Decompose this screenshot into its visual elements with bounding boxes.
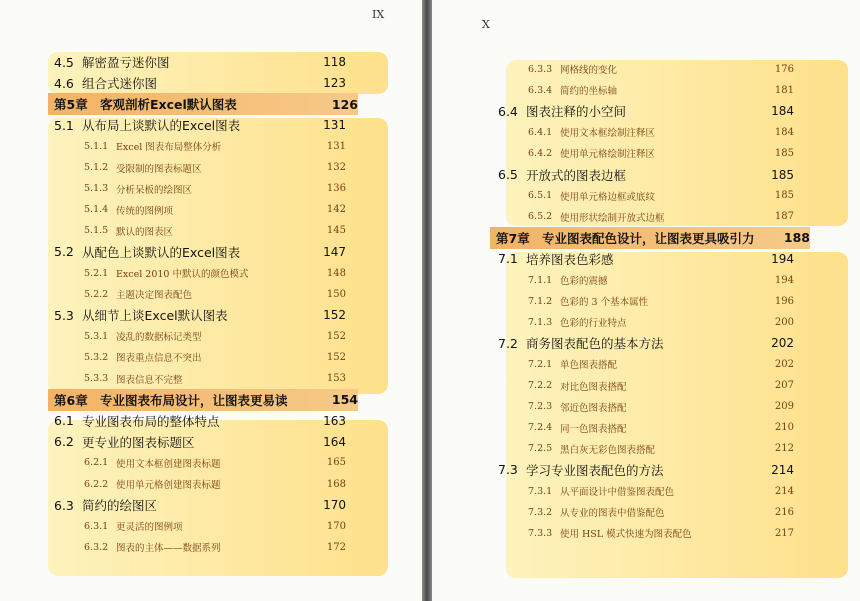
- entry-title: 组合式迷你图: [82, 76, 158, 92]
- entry-title: 图表信息不完整: [116, 374, 183, 386]
- chapter-entry: [48, 389, 358, 411]
- entry-number: 6.2.2: [84, 478, 109, 490]
- entry-page-number: 150: [326, 288, 346, 300]
- entry-number: 7.3: [498, 462, 518, 478]
- section-entry: [498, 461, 794, 479]
- subsection-entry: [528, 398, 794, 416]
- entry-title: 使用 HSL 模式快速为图表配色: [560, 529, 692, 541]
- entry-number: 5.1.5: [84, 225, 109, 237]
- entry-number: 6.3.3: [528, 63, 553, 75]
- entry-page-number: 152: [326, 330, 346, 342]
- entry-title: 使用文本框绘制注释区: [560, 128, 656, 140]
- subsection-entry: [528, 440, 794, 458]
- entry-title: 从专业的图表中借鉴配色: [560, 508, 665, 520]
- entry-number: 7.2.3: [528, 401, 553, 413]
- subsection-entry: [528, 81, 794, 99]
- entry-title: 图表重点信息不突出: [116, 353, 202, 365]
- entry-page-number: 185: [771, 167, 794, 182]
- entry-page-number: 163: [323, 413, 346, 428]
- page-number: IX: [372, 8, 385, 21]
- entry-title: 单色图表搭配: [560, 360, 618, 372]
- entry-title: 培养图表色彩感: [526, 251, 614, 267]
- entry-title: 凌乱的数据标记类型: [116, 332, 202, 344]
- entry-number: 第7章: [496, 230, 530, 246]
- entry-page-number: 202: [771, 336, 794, 351]
- entry-page-number: 207: [774, 380, 794, 391]
- entry-title: 学习专业图表配色的方法: [526, 462, 664, 478]
- entry-page-number: 172: [326, 541, 346, 553]
- entry-title: Excel 2010 中默认的颜色模式: [116, 269, 249, 280]
- entry-number: 5.1: [54, 117, 74, 133]
- entry-title: 分析呆板的绘图区: [116, 184, 193, 196]
- entry-page-number: 123: [323, 76, 346, 91]
- section-entry: [54, 412, 346, 430]
- subsection-entry: [528, 292, 794, 310]
- subsection-entry: [528, 355, 794, 373]
- entry-title: 更灵活的图例项: [116, 522, 183, 534]
- entry-title: 从平面设计中借鉴图表配色: [560, 487, 675, 498]
- subsection-entry: [84, 159, 346, 177]
- entry-title: 使用形状绘制开放式边框: [560, 212, 665, 224]
- entry-number: 第5章: [54, 97, 88, 113]
- subsection-entry: [84, 137, 346, 155]
- entry-page-number: 176: [774, 63, 794, 75]
- section-entry: [54, 243, 346, 261]
- entry-page-number: 209: [774, 401, 794, 413]
- entry-number: 5.1.3: [84, 183, 109, 195]
- entry-page-number: 132: [326, 162, 346, 173]
- entry-page-number: 217: [774, 527, 794, 539]
- section-entry: [498, 166, 794, 184]
- subsection-entry: [528, 208, 794, 226]
- subsection-entry: [528, 482, 794, 500]
- entry-title: 使用单元格创建图表标题: [116, 480, 221, 491]
- entry-title: 对比色图表搭配: [560, 381, 627, 393]
- subsection-entry: [528, 187, 794, 205]
- entry-page-number: 152: [323, 308, 346, 323]
- chapter-entry: [490, 227, 810, 249]
- entry-number: 6.4.2: [528, 147, 553, 159]
- subsection-entry: [528, 503, 794, 521]
- section-entry: [54, 116, 346, 134]
- entry-title: 邻近色图表搭配: [560, 402, 627, 414]
- entry-number: 4.5: [54, 54, 74, 70]
- subsection-entry: [84, 538, 346, 556]
- entry-title: 图表注释的小空间: [526, 104, 627, 120]
- entry-page-number: 164: [323, 434, 346, 449]
- subsection-entry: [528, 144, 794, 162]
- entry-number: 6.3.1: [84, 520, 109, 532]
- entry-title: 图表的主体——数据系列: [116, 543, 221, 555]
- entry-number: 7.1.1: [528, 274, 553, 286]
- entry-title: 从配色上谈默认的Excel图表: [82, 244, 241, 260]
- entry-title: 客观剖析Excel默认图表: [100, 97, 237, 113]
- entry-title: 传统的图例项: [116, 205, 174, 217]
- entry-number: 6.5: [498, 167, 518, 182]
- entry-page-number: 147: [323, 244, 346, 259]
- entry-page-number: 210: [774, 422, 794, 434]
- entry-number: 7.1: [498, 251, 518, 267]
- entry-page-number: 196: [774, 295, 794, 307]
- subsection-entry: [84, 348, 346, 366]
- entry-title: 使用单元格绘制注释区: [560, 149, 656, 161]
- page-number: X: [482, 18, 490, 31]
- entry-number: 6.5.1: [528, 190, 553, 202]
- entry-title: 色彩的行业特点: [560, 318, 627, 330]
- entry-title: 专业图表布局的整体特点: [82, 413, 220, 429]
- entry-page-number: 168: [326, 478, 346, 490]
- entry-title: 色彩的 3 个基本属性: [560, 297, 649, 309]
- section-entry: [54, 306, 346, 324]
- entry-number: 6.2.1: [84, 457, 109, 469]
- entry-page-number: 194: [774, 274, 794, 286]
- entry-title: 受限制的图表标题区: [116, 163, 202, 175]
- entry-number: 5.1.2: [84, 162, 109, 173]
- section-entry: [498, 102, 794, 120]
- entry-title: 解密盈亏迷你图: [82, 55, 170, 70]
- entry-page-number: 170: [323, 498, 346, 513]
- entry-number: 7.2.4: [528, 422, 553, 434]
- entry-page-number: 212: [774, 443, 794, 455]
- subsection-entry: [528, 377, 794, 395]
- entry-number: 7.3.3: [528, 527, 553, 539]
- entry-title: 从细节上谈Excel默认图表: [82, 308, 228, 324]
- entry-page-number: 216: [774, 506, 794, 518]
- entry-title: 简约的坐标轴: [560, 86, 618, 98]
- entry-page-number: 170: [326, 520, 346, 532]
- entry-page-number: 214: [774, 485, 794, 497]
- section-entry: [54, 433, 346, 451]
- subsection-entry: [84, 285, 346, 303]
- entry-page-number: 153: [326, 373, 346, 384]
- subsection-entry: [528, 123, 794, 141]
- entry-number: 7.2.1: [528, 358, 553, 370]
- entry-page-number: 185: [774, 190, 794, 202]
- subsection-entry: [528, 313, 794, 331]
- entry-page-number: 200: [774, 316, 794, 328]
- section-entry: [54, 496, 346, 514]
- subsection-entry: [84, 517, 346, 535]
- entry-number: 第6章: [54, 392, 88, 408]
- subsection-entry: [84, 222, 346, 240]
- entry-page-number: 184: [774, 126, 794, 138]
- subsection-entry: [528, 271, 794, 289]
- entry-number: 7.2.2: [528, 380, 553, 391]
- entry-page-number: 145: [326, 225, 346, 237]
- section-entry: [54, 74, 346, 92]
- entry-page-number: 202: [774, 358, 794, 370]
- entry-number: 6.5.2: [528, 211, 553, 223]
- subsection-entry: [528, 60, 794, 78]
- entry-number: 5.1.1: [84, 140, 109, 152]
- entry-page-number: 126: [331, 96, 358, 112]
- entry-title: 开放式的图表边框: [526, 167, 627, 183]
- entry-page-number: 184: [771, 104, 794, 119]
- entry-title: 专业图表配色设计，让图表更具吸引力: [542, 230, 755, 246]
- entry-number: 7.3.2: [528, 506, 553, 518]
- entry-page-number: 136: [326, 183, 346, 195]
- entry-page-number: 118: [323, 55, 346, 69]
- entry-page-number: 181: [774, 84, 794, 96]
- entry-number: 5.3.2: [84, 351, 109, 363]
- subsection-entry: [84, 454, 346, 472]
- subsection-entry: [84, 327, 346, 345]
- entry-page-number: 131: [323, 118, 346, 133]
- entry-number: 6.2: [54, 434, 74, 450]
- entry-page-number: 188: [783, 230, 810, 246]
- entry-title: 网格线的变化: [560, 65, 618, 76]
- entry-title: 简约的绘图区: [82, 498, 158, 514]
- entry-number: 5.2.2: [84, 288, 109, 300]
- chapter-entry: [48, 93, 358, 115]
- entry-number: 6.4.1: [528, 126, 553, 138]
- entry-number: 6.1: [54, 413, 74, 429]
- entry-number: 5.2: [54, 244, 74, 260]
- entry-number: 6.3.4: [528, 84, 553, 96]
- book-gutter: [422, 0, 432, 601]
- left-page: [0, 0, 422, 601]
- entry-number: 5.1.4: [84, 204, 109, 216]
- entry-page-number: 187: [774, 211, 794, 223]
- entry-title: 色彩的震撼: [560, 276, 608, 287]
- entry-title: 同一色图表搭配: [560, 423, 627, 435]
- entry-number: 6.4: [498, 103, 518, 119]
- subsection-entry: [84, 264, 346, 282]
- entry-page-number: 131: [326, 140, 346, 152]
- entry-title: 更专业的图表标题区: [82, 434, 195, 450]
- entry-number: 7.1.3: [528, 316, 553, 328]
- subsection-entry: [84, 201, 346, 219]
- entry-title: 从布局上谈默认的Excel图表: [82, 118, 241, 134]
- entry-number: 7.3.1: [528, 485, 553, 497]
- entry-number: 5.3.1: [84, 330, 109, 342]
- subsection-entry: [84, 180, 346, 198]
- entry-title: Excel 图表布局整体分析: [116, 142, 222, 154]
- entry-page-number: 148: [326, 267, 346, 279]
- entry-number: 7.2: [498, 335, 518, 351]
- entry-title: 使用单元格边框或底纹: [560, 191, 656, 203]
- entry-title: 默认的图表区: [116, 226, 174, 238]
- section-entry: [498, 250, 794, 268]
- entry-number: 6.3: [54, 497, 74, 513]
- entry-page-number: 142: [326, 204, 346, 216]
- entry-page-number: 154: [331, 392, 358, 408]
- subsection-entry: [84, 475, 346, 493]
- entry-title: 主题决定图表配色: [116, 290, 193, 302]
- entry-page-number: 214: [771, 462, 794, 477]
- subsection-entry: [84, 370, 346, 388]
- entry-page-number: 152: [326, 351, 346, 363]
- subsection-entry: [528, 419, 794, 437]
- entry-number: 5.3: [54, 307, 74, 323]
- entry-number: 7.1.2: [528, 295, 553, 307]
- entry-page-number: 194: [771, 251, 794, 266]
- right-page: [432, 0, 860, 601]
- entry-title: 商务图表配色的基本方法: [526, 336, 664, 352]
- entry-number: 6.3.2: [84, 541, 109, 553]
- entry-number: 7.2.5: [528, 443, 553, 455]
- entry-page-number: 185: [774, 147, 794, 159]
- section-entry: [54, 53, 346, 71]
- entry-page-number: 165: [326, 457, 346, 469]
- entry-number: 5.2.1: [84, 267, 109, 279]
- entry-title: 专业图表布局设计，让图表更易读: [100, 392, 288, 408]
- entry-number: 5.3.3: [84, 373, 109, 384]
- subsection-entry: [528, 524, 794, 542]
- entry-title: 黑白灰无彩色图表搭配: [560, 444, 656, 456]
- entry-number: 4.6: [54, 75, 74, 91]
- entry-title: 使用文本框创建图表标题: [116, 458, 221, 470]
- section-entry: [498, 334, 794, 352]
